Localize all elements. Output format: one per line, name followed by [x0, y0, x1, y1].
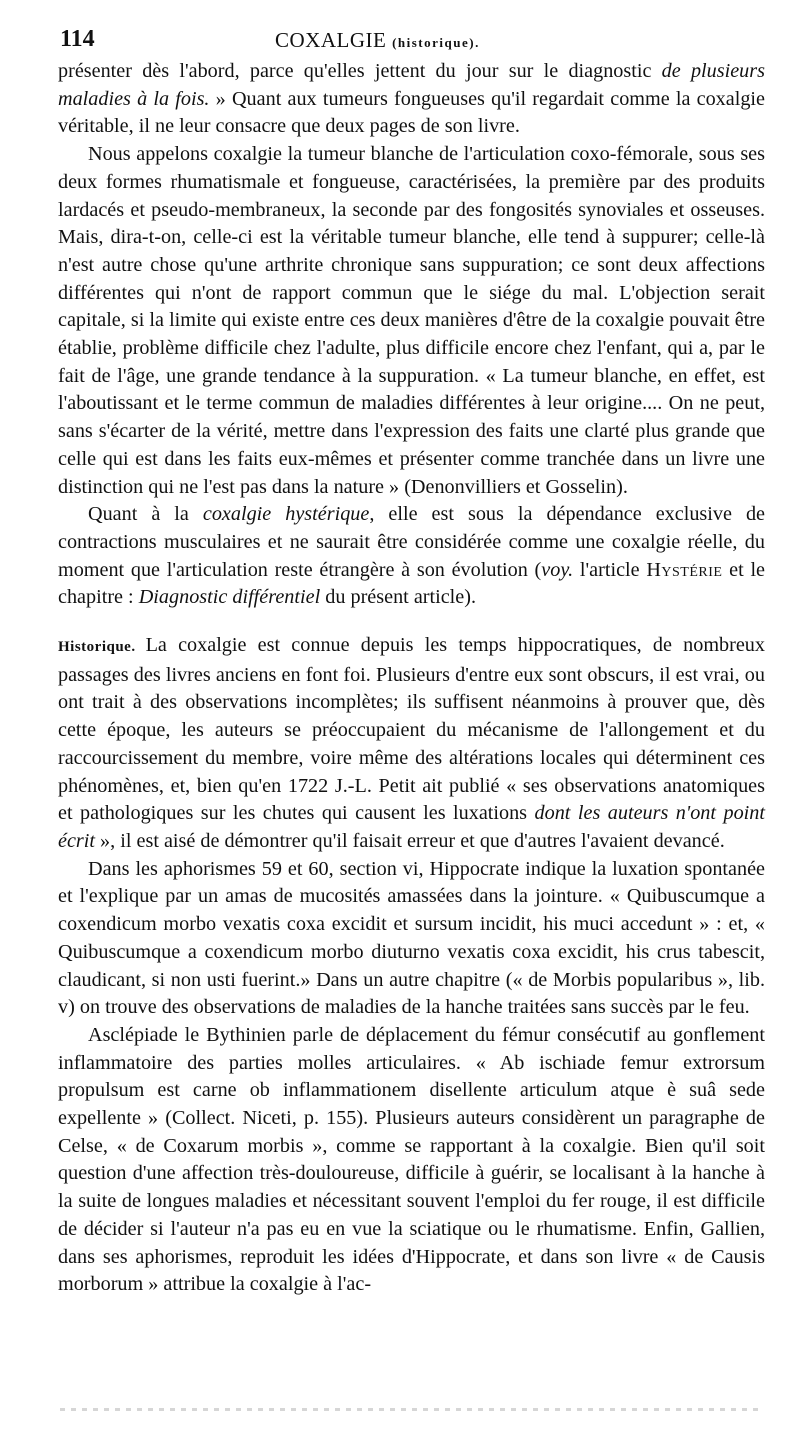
paragraph-3-text-c: , elle est sous la dépendance exclusive de contractions musculaires et ne saurait être considérée comme une coxalgie réelle, du moment que l'articulation reste étrangère à son évolution ( — [58, 503, 765, 581]
paragraph-6: Asclépiade le Bythinien parle de déplacement du fémur consécutif au gonflement inflammatoire des parties molles articulaires. « Ab ischiade femur extrorsum propulsum est carne ob inflammationem disellente articulum atque è suâ sede expellente » (Collect. Niceti, p. 155). Plusieurs auteurs considèrent un paragraphe de Celse, « de Coxarum morbis », comme se rapportant à la coxalgie. Bien qu'il soit question d'une affection très-douloureuse, difficile à guérir, se localisant à la hanche à la suite de longues maladies et nécessitant souvent l'emploi du fer rouge, il est difficile de décider si l'auteur n'a pas eu en vue la sciatique ou le rhumatisme. Enfin, Gallien, dans ses aphorismes, reproduit les idées d'Hippocrate, et dans son livre « de Causis morborum » attribue la coxalgie à l'ac- — [58, 1023, 765, 1296]
paragraph-4-text-a: La coxalgie est connue depuis les temps hippocratiques, de nombreux passages des livres anciens en font foi. Plusieurs d'entre eux sont obscurs, il est vrai, ou ont trait à des observations incomplètes; ils suffisent néanmoins à prouver que, dès cette époque, les auteurs se préoccupaient du mécanisme de l'allongement et du raccourcissement du membre, voire même des altérations locales qui déterminent ces phénomènes, et, bien qu'en 1722 J.-L. Petit ait publié « ses observations anatomiques et pathologiques sur les chutes qui causent les luxations — [58, 634, 765, 825]
paragraph-1-text-c: » Quant aux tumeurs fongueuses qu'il regardait comme la coxalgie véritable, il ne leur consacre que deux pages de son livre. — [58, 87, 765, 138]
paragraph-1 — [58, 58, 765, 141]
paragraph-4-italic: dont les auteurs n'ont point écrit — [58, 802, 765, 852]
running-head — [275, 28, 480, 53]
paragraph-5: Dans les aphorismes 59 et 60, section vi, Hippocrate indique la luxation spontanée et l'explique par un amas de mucosités amassées dans la jointure. « Quibuscumque a coxendicum morbo vexatis coxa excidit et sursum incidit, his muci accedunt » : et, « Quibuscumque a coxendicum morbo diuturno vexatis coxa excidit, his crus tabescit, claudicant, si non usti fuerint.» Dans un autre chapitre (« de Morbis popularibus », lib. v) on trouve des observations de maladies de la hanche traitées sans succès par le feu. — [58, 857, 765, 1019]
paragraph-1-italic: de plusieurs maladies à la fois. — [58, 60, 765, 110]
paragraph-4-text-c: », il est aisé de démontrer qu'il faisait erreur et que d'autres l'avaient devancé. — [95, 829, 725, 852]
paragraph-3-text-g: et le chapitre : — [58, 558, 766, 609]
section-heading-historique: Historique. — [58, 639, 136, 656]
running-subtitle: (historique). — [392, 35, 480, 50]
paragraph-3-text-i: du présent article). — [320, 586, 477, 609]
paragraph-3-text-a: Quant à la — [88, 503, 203, 526]
paragraph-3-italic-b: coxalgie hystérique — [202, 503, 370, 526]
page-number: 114 — [60, 26, 95, 52]
running-title: COXALGIE — [275, 28, 387, 52]
paragraph-3 — [58, 501, 765, 612]
paragraph-1-text-a: présenter dès l'abord, parce qu'elles jettent du jour sur le diagnostic — [58, 60, 662, 82]
paragraph-3-smallcaps: Hystérie — [646, 558, 723, 581]
paragraph-3-italic-d: voy. — [541, 558, 574, 581]
paragraph-2: Nous appelons coxalgie la tumeur blanche de l'articulation coxo-fémorale, sous ses deux formes rhumatismale et fongueuse, caractérisées, la première par des produits lardacés et pseudo-membraneux, la seconde par des fongosités synoviales et osseuses. Mais, dira-t-on, celle-ci est la véritable tumeur blanche, elle tend à suppurer; celle-là n'est autre chose qu'une arthrite chronique sans suppuration; ce sont deux affections différentes qui n'ont de rapport commun que le siége du mal. L'objection serait capitale, si la limite qui existe entre ces deux manières d'être de la coxalgie pouvait être établie, problème difficile chez l'adulte, plus difficile encore chez l'enfant, qui a, par le fait de l'âge, une grande tendance à la suppuration. « La tumeur blanche, en effet, est l'aboutissant et le terme commun de maladies différentes à leur origine.... On ne peut, sans s'écarter de la vérité, mettre dans l'expression des faits une clarté plus grande que celle qui est dans les faits eux-mêmes et présenter comme tranchée dans un livre une distinction qui ne l'est pas dans la nature » (Denonvilliers et Gosselin). — [58, 143, 765, 498]
scan-artifact-line — [60, 1408, 760, 1411]
paragraph-3-text-e: l'article — [573, 558, 647, 581]
page-header — [60, 18, 760, 58]
paragraph-4 — [58, 632, 765, 856]
page-body — [58, 58, 765, 1299]
paragraph-3-italic-h: Diagnostic différentiel — [138, 586, 321, 609]
